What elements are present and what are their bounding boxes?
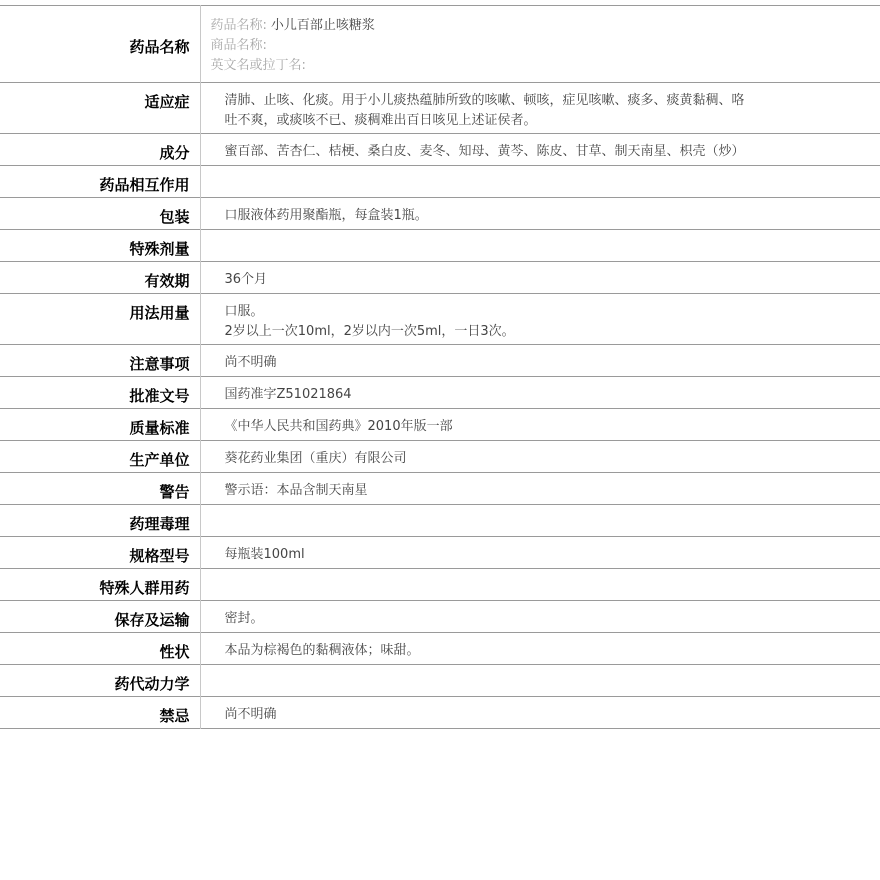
label-indications: 适应症 [0, 83, 200, 134]
value-shelf-life: 36个月 [224, 272, 268, 287]
row-ingredients [0, 134, 880, 166]
label-ingredients: 成分 [0, 134, 200, 166]
value-pharmacology [200, 505, 880, 537]
value-pharmacokinetics [200, 665, 880, 697]
value-dosage [200, 294, 880, 345]
label-precautions: 注意事项 [0, 345, 200, 377]
label-manufacturer: 生产单位 [0, 441, 200, 473]
dosage-line-2: 2岁以上一次10ml，2岁以内一次5ml，一日3次。 [224, 324, 515, 339]
label-interactions: 药品相互作用 [0, 166, 200, 198]
row-indications [0, 83, 880, 134]
indications-line-2: 吐不爽，或痰咳不已、痰稠难出百日咳见上述证侯者。 [224, 113, 537, 128]
label-specification: 规格型号 [0, 537, 200, 569]
value-special-dosage [200, 230, 880, 262]
row-quality-standard [0, 409, 880, 441]
value-storage: 密封。 [224, 611, 264, 626]
label-appearance: 性状 [0, 633, 200, 665]
value-manufacturer: 葵花药业集团（重庆）有限公司 [224, 451, 407, 466]
value-approval-no: 国药准字Z51021864 [224, 387, 352, 402]
row-special-population [0, 569, 880, 601]
label-drug-name: 药品名称 [0, 6, 200, 83]
row-pharmacology [0, 505, 880, 537]
indications-line-1: 清肺、止咳、化痰。用于小儿痰热蕴肺所致的咳嗽、顿咳，症见咳嗽、痰多、痰黄黏稠、咯 [224, 93, 745, 108]
value-appearance: 本品为棕褐色的黏稠液体；味甜。 [224, 643, 420, 658]
label-shelf-life: 有效期 [0, 262, 200, 294]
generic-name-key: 药品名称: [210, 18, 267, 33]
generic-name-line [211, 16, 871, 36]
value-packaging: 口服液体药用聚酯瓶，每盒装1瓶。 [224, 208, 428, 223]
row-drug-name [0, 6, 880, 83]
row-warning [0, 473, 880, 505]
label-special-dosage: 特殊剂量 [0, 230, 200, 262]
row-interactions [0, 166, 880, 198]
value-quality-standard: 《中华人民共和国药典》2010年版一部 [224, 419, 453, 434]
row-packaging [0, 198, 880, 230]
drug-spec-table [0, 5, 880, 729]
dosage-line-1: 口服。 [224, 304, 264, 319]
row-precautions [0, 345, 880, 377]
label-storage: 保存及运输 [0, 601, 200, 633]
row-appearance [0, 633, 880, 665]
value-precautions: 尚不明确 [224, 355, 277, 370]
row-special-dosage [0, 230, 880, 262]
label-packaging: 包装 [0, 198, 200, 230]
row-pharmacokinetics [0, 665, 880, 697]
value-contraindications: 尚不明确 [224, 707, 277, 722]
row-approval-no [0, 377, 880, 409]
row-specification [0, 537, 880, 569]
english-name-line [211, 56, 871, 76]
value-specification: 每瓶装100ml [224, 547, 305, 562]
value-ingredients: 蜜百部、苦杏仁、桔梗、桑白皮、麦冬、知母、黄芩、陈皮、甘草、制天南星、枳壳（炒） [224, 144, 745, 159]
row-shelf-life [0, 262, 880, 294]
label-quality-standard: 质量标准 [0, 409, 200, 441]
label-warning: 警告 [0, 473, 200, 505]
row-manufacturer [0, 441, 880, 473]
value-special-population [200, 569, 880, 601]
trade-name-line [211, 36, 871, 56]
row-dosage [0, 294, 880, 345]
value-indications [200, 83, 880, 134]
english-name-key: 英文名或拉丁名: [210, 58, 306, 73]
generic-name-value: 小儿百部止咳糖浆 [270, 18, 375, 33]
value-warning: 警示语：本品含制天南星 [224, 483, 368, 498]
trade-name-key: 商品名称: [210, 38, 267, 53]
label-special-population: 特殊人群用药 [0, 569, 200, 601]
value-interactions [200, 166, 880, 198]
label-contraindications: 禁忌 [0, 697, 200, 729]
label-pharmacology: 药理毒理 [0, 505, 200, 537]
label-approval-no: 批准文号 [0, 377, 200, 409]
row-storage [0, 601, 880, 633]
row-contraindications [0, 697, 880, 729]
label-dosage: 用法用量 [0, 294, 200, 345]
label-pharmacokinetics: 药代动力学 [0, 665, 200, 697]
value-drug-name [200, 6, 880, 83]
